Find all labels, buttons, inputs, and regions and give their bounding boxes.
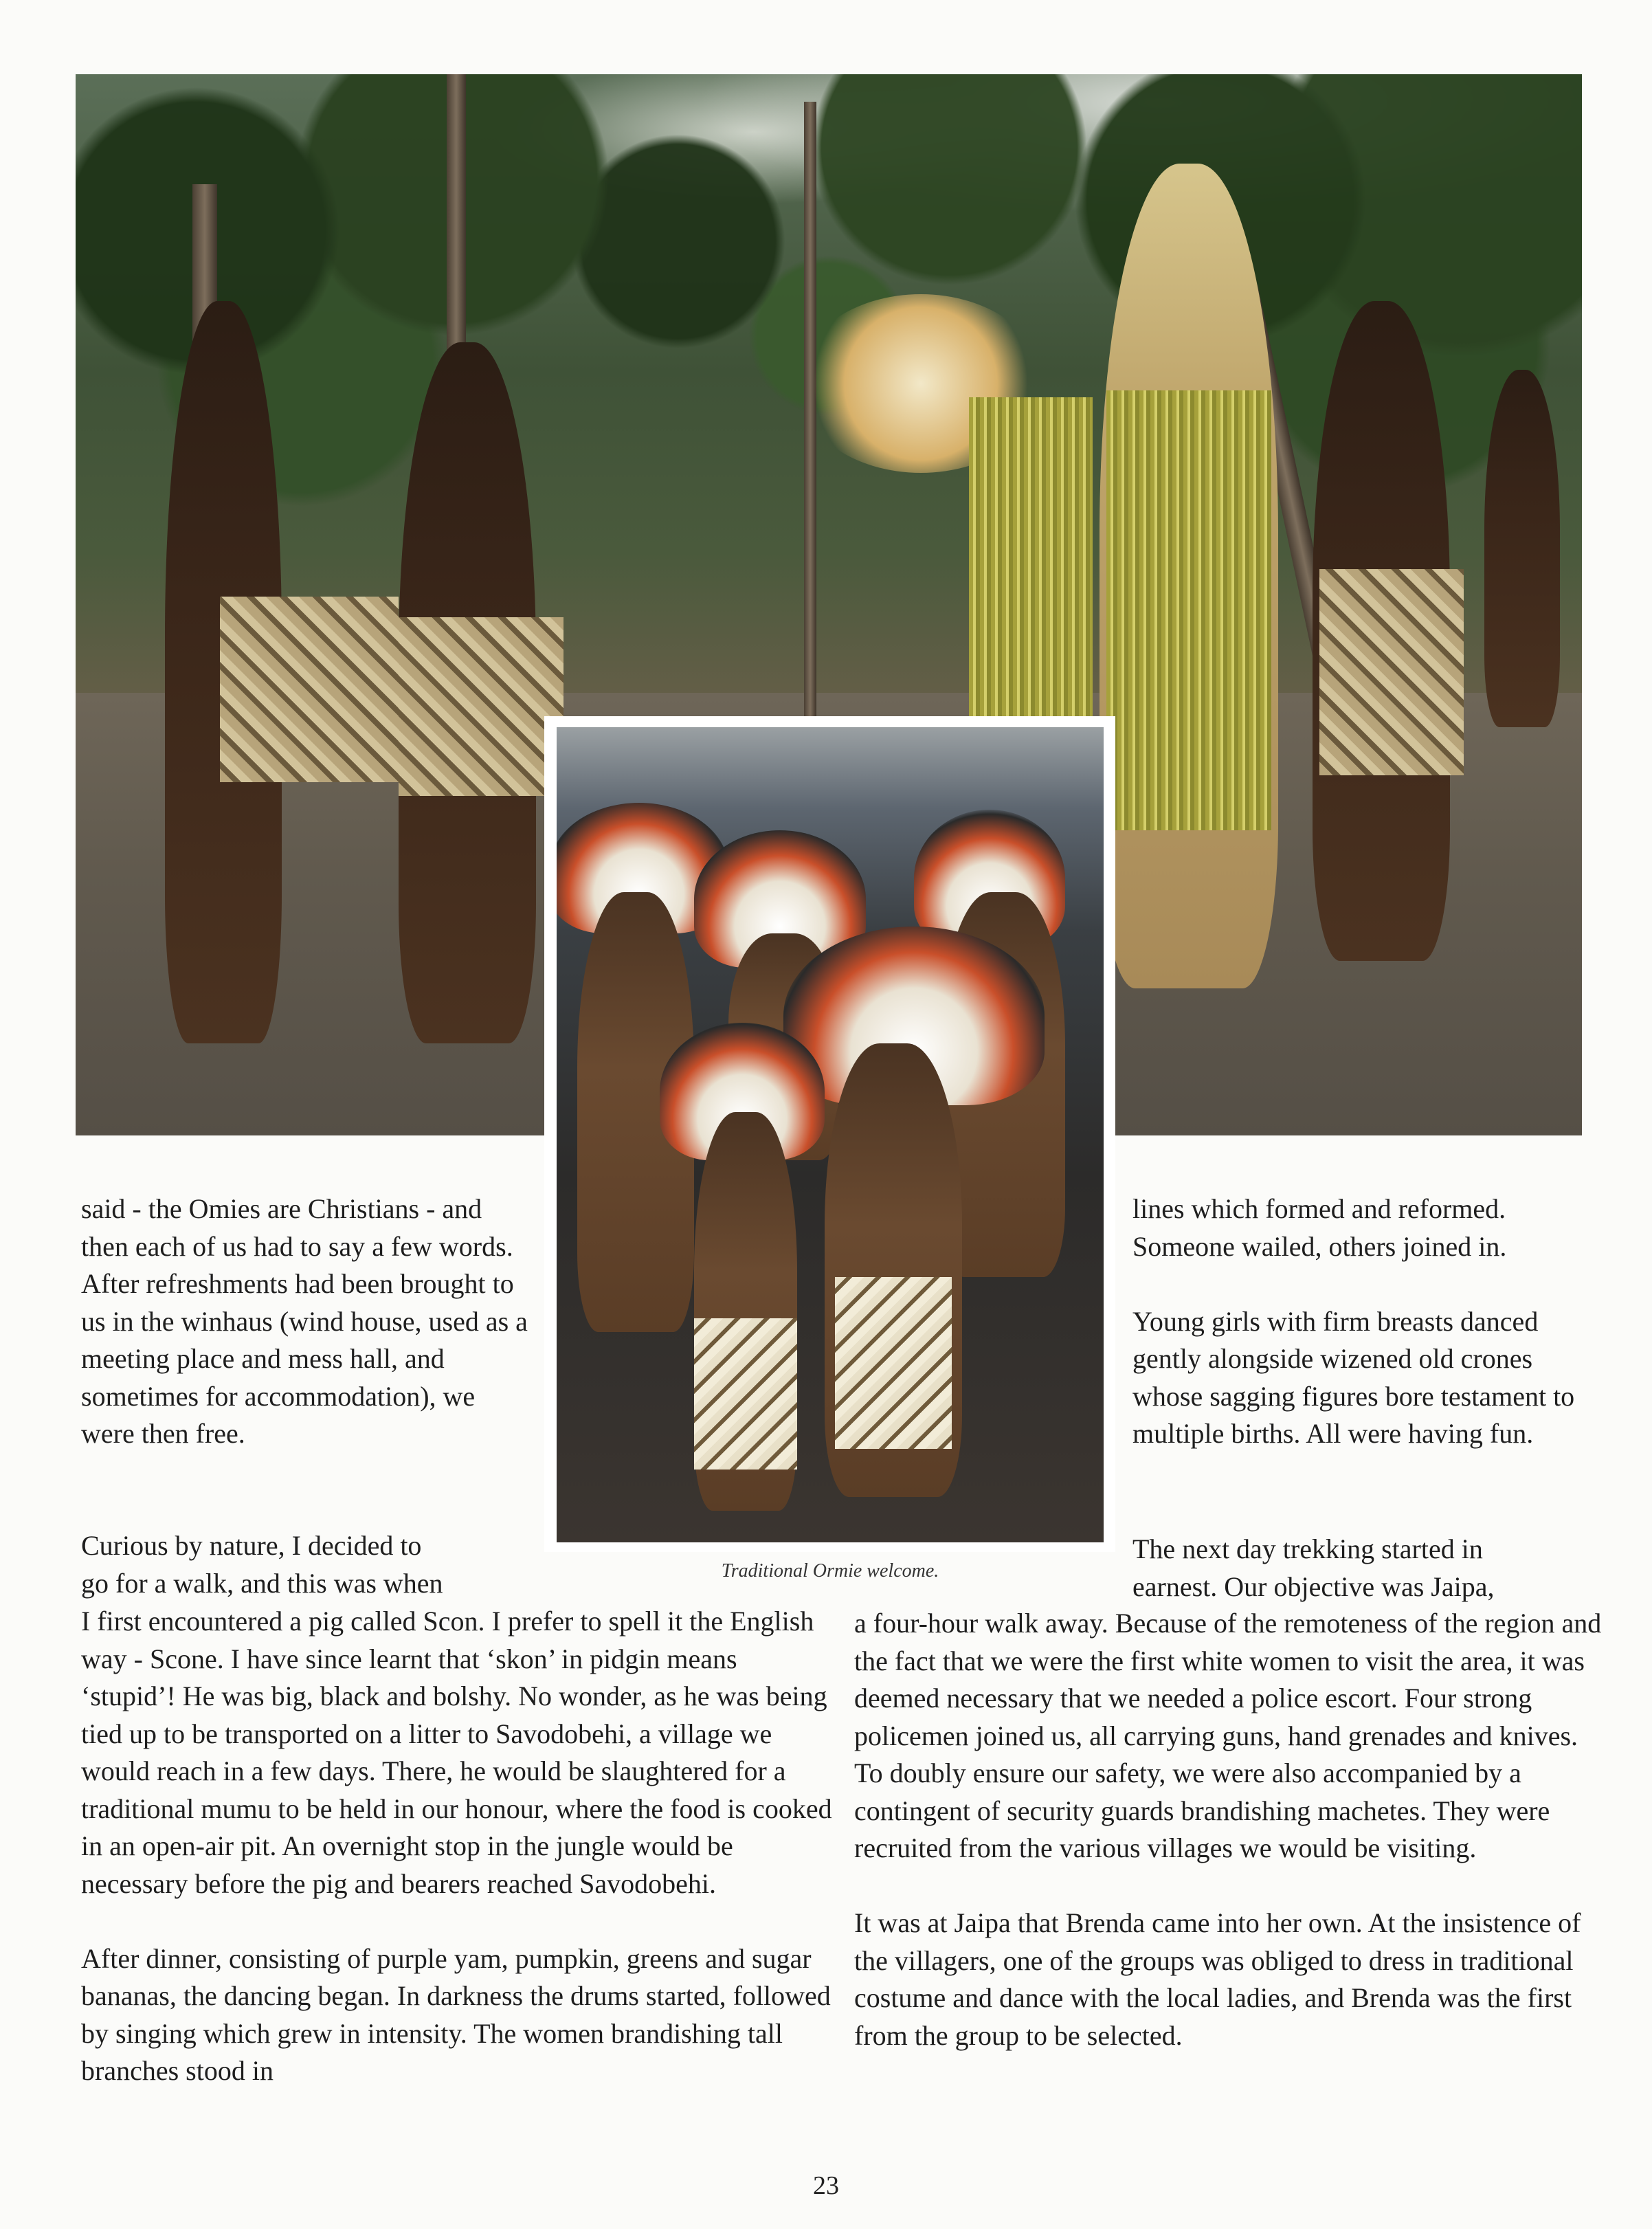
text-line: The next day trekking started in — [1132, 1533, 1483, 1564]
left-column-bottom — [81, 1603, 837, 2090]
text-line: Curious by nature, I decided to — [81, 1530, 422, 1561]
paragraph: said - the Omies are Christians - and then each of us had to say a few words. After refreshments had been brought to us in the winhaus (wind house, used as a meeting place and mess hall, and sometimes for accommodation), we were then free. — [81, 1193, 528, 1449]
grass-skirt — [969, 397, 1093, 755]
children-photo — [557, 727, 1104, 1542]
tapa-skirt — [835, 1277, 952, 1449]
tapa-skirt — [220, 597, 399, 782]
left-column-top — [81, 1190, 535, 1453]
page-number: 23 — [813, 2171, 839, 2200]
paragraph: lines which formed and reformed. Someone wailed, others joined in. — [1132, 1193, 1507, 1262]
left-column-wrap-lines — [81, 1527, 535, 1602]
paragraph: Young girls with firm breasts danced gently alongside wizened old crones whose sagging figures bore testament to multiple births. All were having fun. — [1132, 1305, 1575, 1449]
tapa-skirt — [399, 617, 563, 796]
tapa-skirt — [694, 1318, 797, 1470]
right-column-wrap-lines — [1132, 1531, 1586, 1606]
photo-caption: Traditional Ormie welcome. — [721, 1560, 939, 1582]
right-column-top — [1132, 1190, 1586, 1453]
paragraph: a four-hour walk away. Because of the remoteness of the region and the fact that we were the first white women to visit the area, it was deemed necessary that we needed a police escort. Four strong policemen joined us, all carrying guns, hand grenades and knives. To doubly ensure our safety, we were also accompanied by a contingent of security guards brandishing machetes. They were recruited from the various villages we would be visiting. — [854, 1608, 1602, 1863]
right-column-bottom — [854, 1605, 1610, 2054]
tapa-skirt — [1319, 569, 1464, 775]
text-line: earnest. Our objective was Jaipa, — [1132, 1571, 1495, 1602]
grass-skirt — [1106, 390, 1271, 830]
paragraph: It was at Jaipa that Brenda came into her own. At the insistence of the villagers, one of the groups was obliged to dress in traditional costume and dance with the local ladies, and Brenda was the first from the group to be selected. — [854, 1907, 1581, 2051]
text-line: go for a walk, and this was when — [81, 1567, 443, 1599]
paragraph: I first encountered a pig called Scon. I prefer to spell it the English way - Scone. I have since learnt that ‘skon’ in pidgin means ‘stupid’! He was big, black and bolshy. No wonder, as he was being tied up to be transported on a litter to Savodobehi, a village we would reach in a few days. There, he would be slaughtered for a traditional mumu to be held in our honour, where the food is cooked in an open-air pit. An overnight stop in the jungle would be necessary before the pig and bearers reached Savodobehi. — [81, 1606, 832, 1899]
spectator-figure — [1484, 370, 1560, 727]
paragraph: After dinner, consisting of purple yam, pumpkin, greens and sugar bananas, the dancing began. In darkness the drums started, followed by singing which grew in intensity. The women brandishing tall branches stood in — [81, 1942, 831, 2086]
